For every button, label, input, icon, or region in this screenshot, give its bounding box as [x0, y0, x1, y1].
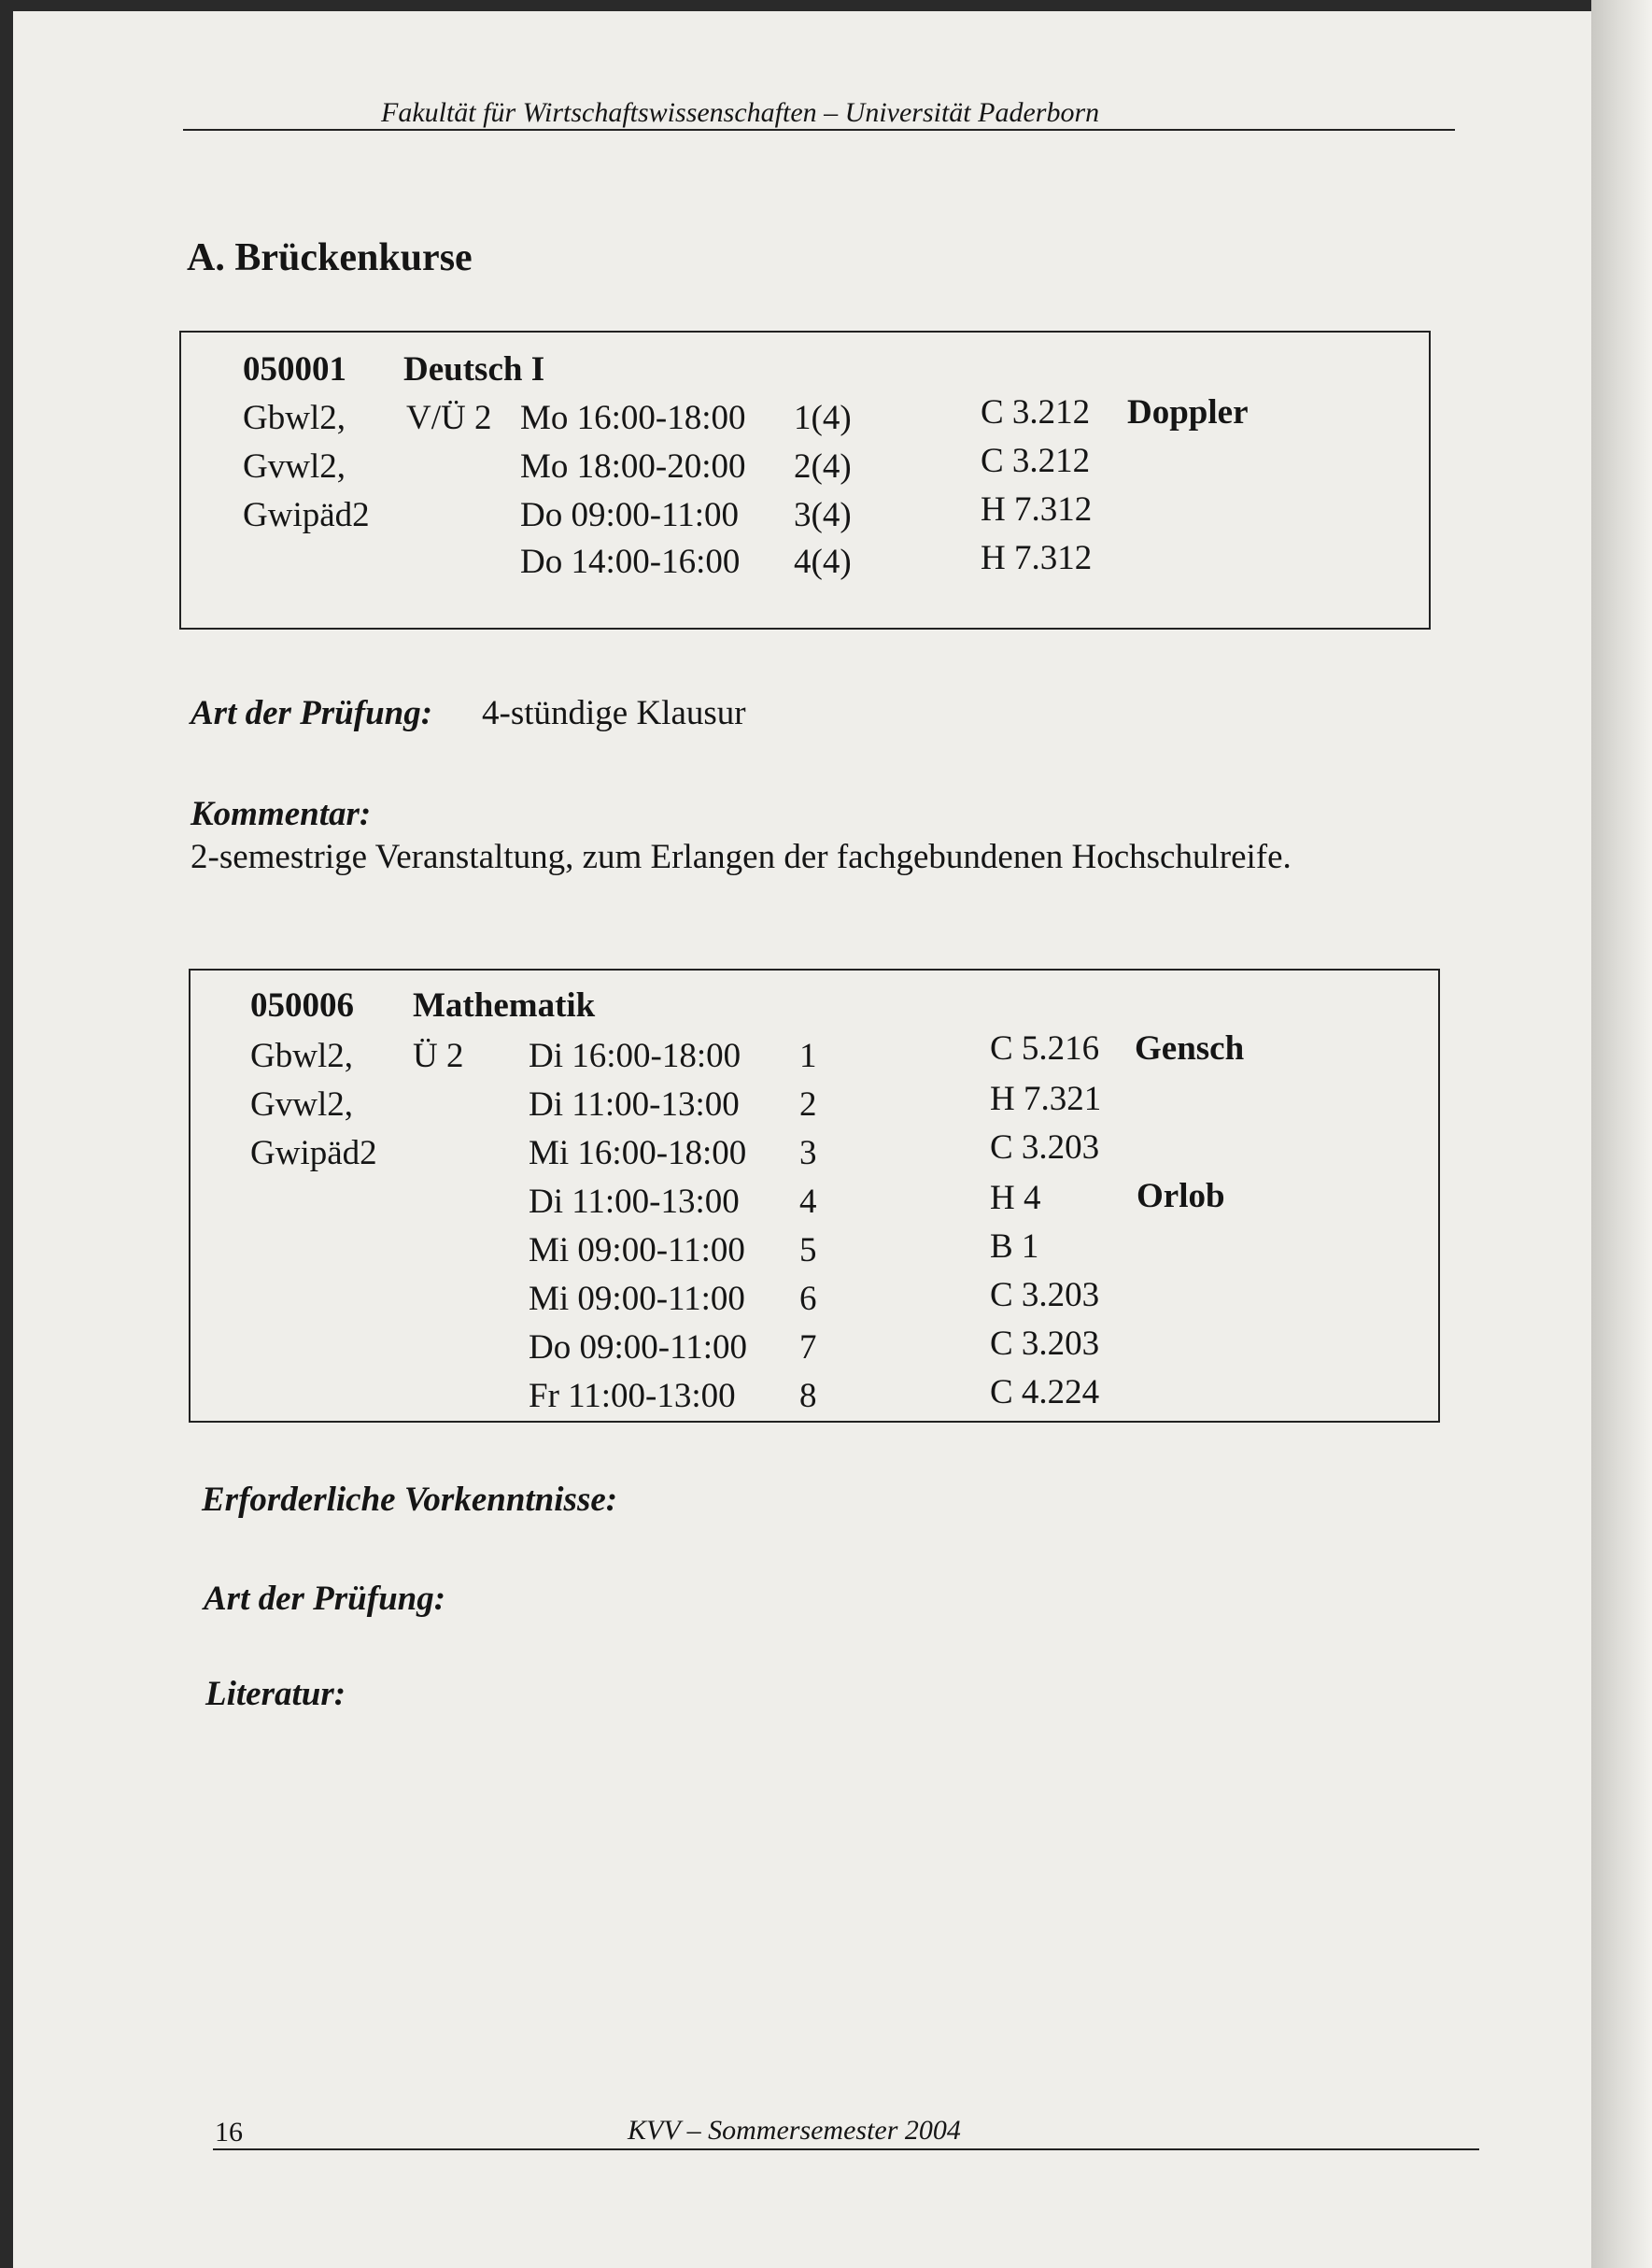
session-room: C 3.203 [990, 1276, 1100, 1314]
literature-label: Literatur: [205, 1675, 346, 1713]
session-time: Mo 16:00-18:00 [520, 399, 746, 437]
session-group: 7 [799, 1328, 817, 1367]
session-room: B 1 [990, 1227, 1039, 1266]
course-number: 050006 [250, 986, 354, 1025]
session-group: 1(4) [794, 399, 852, 437]
running-header: Fakultät für Wirtschaftswissenschaften – Universität Paderborn [381, 97, 1100, 128]
session-group: 4 [799, 1183, 817, 1221]
course-group: Gwipäd2 [250, 1134, 377, 1172]
page-number: 16 [215, 2117, 243, 2148]
session-group: 6 [799, 1280, 817, 1318]
course-type: V/Ü 2 [406, 399, 492, 437]
session-room: C 3.212 [981, 393, 1091, 432]
session-room: C 3.203 [990, 1128, 1100, 1167]
session-room: C 5.216 [990, 1029, 1100, 1068]
exam-value: 4-stündige Klausur [482, 694, 746, 732]
session-time: Mi 09:00-11:00 [529, 1231, 745, 1269]
lecturer-name: Gensch [1135, 1029, 1245, 1068]
course-group: Gwipäd2 [243, 496, 370, 534]
session-group: 4(4) [794, 543, 852, 581]
session-time: Di 11:00-13:00 [529, 1183, 740, 1221]
session-room: H 7.312 [981, 539, 1093, 577]
header-rule [183, 129, 1455, 131]
session-room: H 7.321 [990, 1080, 1102, 1118]
section-title: A. Brückenkurse [187, 236, 473, 279]
course-type: Ü 2 [413, 1037, 464, 1075]
session-group: 2(4) [794, 447, 852, 486]
session-group: 8 [799, 1377, 817, 1415]
session-time: Di 11:00-13:00 [529, 1085, 740, 1124]
exam-label: Art der Prüfung: [191, 694, 433, 732]
course-title: Mathematik [413, 986, 596, 1025]
session-room: C 4.224 [990, 1373, 1100, 1411]
session-time: Mi 16:00-18:00 [529, 1134, 747, 1172]
prerequisites-label: Erforderliche Vorkenntnisse: [202, 1481, 618, 1519]
course-group: Gbwl2, [243, 399, 346, 437]
session-time: Di 16:00-18:00 [529, 1037, 741, 1075]
session-time: Fr 11:00-13:00 [529, 1377, 736, 1415]
session-room: C 3.203 [990, 1325, 1100, 1363]
session-group: 3(4) [794, 496, 852, 534]
course-number: 050001 [243, 350, 346, 389]
footer-title: KVV – Sommersemester 2004 [628, 2115, 961, 2146]
exam-label: Art der Prüfung: [204, 1580, 446, 1618]
session-group: 5 [799, 1231, 817, 1269]
session-time: Mo 18:00-20:00 [520, 447, 746, 486]
course-title: Deutsch I [403, 350, 545, 389]
session-room: C 3.212 [981, 442, 1091, 480]
session-room: H 4 [990, 1179, 1041, 1217]
session-time: Mi 09:00-11:00 [529, 1280, 745, 1318]
session-group: 3 [799, 1134, 817, 1172]
lecturer-name: Doppler [1127, 393, 1249, 432]
session-time: Do 09:00-11:00 [520, 496, 739, 534]
footer-rule [213, 2148, 1479, 2150]
course-group: Gbwl2, [250, 1037, 353, 1075]
comment-text: 2-semestrige Veranstaltung, zum Erlangen der fachgebundenen Hochschulreife. [191, 838, 1292, 876]
course-group: Gvwl2, [250, 1085, 353, 1124]
session-group: 1 [799, 1037, 817, 1075]
session-time: Do 09:00-11:00 [529, 1328, 747, 1367]
session-room: H 7.312 [981, 490, 1093, 529]
course-group: Gvwl2, [243, 447, 346, 486]
session-time: Do 14:00-16:00 [520, 543, 741, 581]
lecturer-name: Orlob [1137, 1177, 1225, 1215]
comment-label: Kommentar: [191, 795, 372, 833]
session-group: 2 [799, 1085, 817, 1124]
page-gutter [1591, 0, 1652, 2268]
